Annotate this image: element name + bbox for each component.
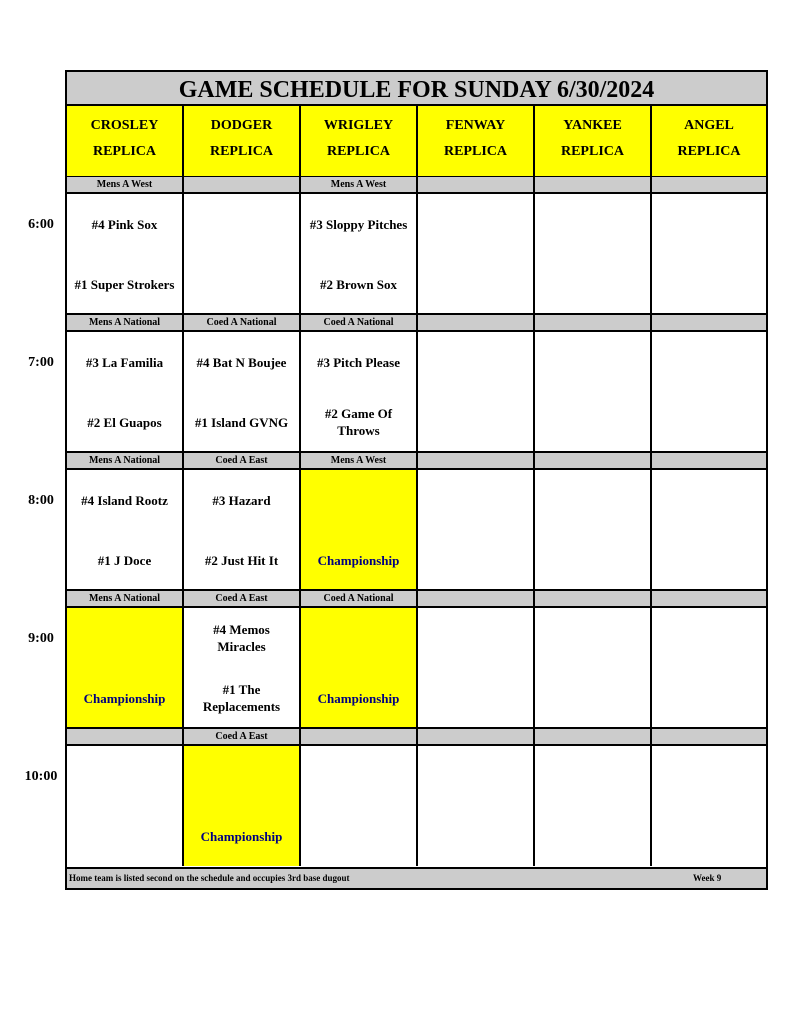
division-label: Mens A National (67, 453, 184, 468)
game-cell (184, 608, 301, 728)
game-cell (418, 470, 535, 590)
away-team: #3 La Familia (85, 355, 164, 370)
away-team: #4 Pink Sox (91, 217, 158, 232)
away-team: #4 Island Rootz (81, 493, 168, 508)
time-label: 8:00 (28, 493, 54, 508)
time-label: 7:00 (28, 355, 54, 370)
field-name: ANGEL (684, 118, 734, 133)
game-cell (418, 194, 535, 314)
field-name: CROSLEY (90, 118, 159, 133)
division-label: Mens A National (67, 315, 184, 330)
away-team: #3 Hazard (212, 493, 271, 508)
away-team: #3 Pitch Please (316, 355, 401, 370)
division-label (67, 729, 184, 744)
away-team: #4 Memos Miracles (213, 622, 270, 654)
division-label (652, 591, 766, 606)
footer-note: Home team is listed second on the schedule and occupies 3rd base dugout (69, 873, 350, 883)
home-team: #1 J Doce (97, 553, 152, 568)
division-label (535, 177, 652, 192)
field-type: REPLICA (209, 144, 273, 159)
schedule-table (65, 70, 768, 890)
game-cell (67, 470, 184, 590)
game-cell (301, 608, 418, 728)
division-label (418, 177, 535, 192)
division-label (301, 729, 418, 744)
field-header-fenway (418, 106, 535, 177)
field-type: REPLICA (677, 144, 741, 159)
game-cell (418, 608, 535, 728)
division-label: Coed A National (301, 315, 418, 330)
game-cell (301, 746, 418, 866)
away-team: #3 Sloppy Pitches (309, 217, 408, 232)
home-team: #2 El Guapos (87, 415, 162, 430)
game-cell (535, 194, 652, 314)
game-cell (418, 746, 535, 866)
game-cell (535, 332, 652, 452)
game-cell (652, 608, 766, 728)
division-label (652, 729, 766, 744)
home-team: #1 The Replacements (202, 682, 281, 714)
game-cell (184, 194, 301, 314)
division-label: Coed A National (184, 315, 301, 330)
home-team: #2 Just Hit It (204, 553, 279, 568)
field-name: DODGER (210, 118, 273, 133)
game-cell (67, 746, 184, 866)
division-label: Mens A National (67, 591, 184, 606)
game-cell (652, 746, 766, 866)
field-type: REPLICA (560, 144, 624, 159)
division-label: Mens A West (67, 177, 184, 192)
home-team: #2 Brown Sox (319, 277, 398, 292)
week-label: Week 9 (693, 873, 722, 883)
championship-label: Championship (83, 691, 166, 706)
game-cell (418, 332, 535, 452)
division-label: Coed A East (184, 453, 301, 468)
game-cell (67, 332, 184, 452)
division-label (535, 315, 652, 330)
field-header-crosley (67, 106, 184, 177)
championship-label: Championship (317, 691, 400, 706)
championship-label: Championship (317, 553, 400, 568)
division-label (418, 729, 535, 744)
game-cell (184, 332, 301, 452)
home-team: #1 Super Strokers (74, 277, 175, 292)
home-team: #2 Game Of Throws (324, 406, 393, 438)
field-name: FENWAY (445, 118, 506, 133)
division-label (535, 453, 652, 468)
field-header-angel (652, 106, 766, 177)
game-cell (67, 608, 184, 728)
game-cell (652, 194, 766, 314)
time-label: 10:00 (24, 769, 58, 784)
field-header-yankee (535, 106, 652, 177)
game-cell (184, 746, 301, 866)
division-label (535, 729, 652, 744)
game-cell (301, 194, 418, 314)
game-cell (535, 746, 652, 866)
game-cell (535, 608, 652, 728)
championship-label: Championship (200, 829, 283, 844)
division-label: Coed A East (184, 591, 301, 606)
field-type: REPLICA (92, 144, 156, 159)
game-cell (652, 332, 766, 452)
game-cell (301, 470, 418, 590)
home-team: #1 Island GVNG (194, 415, 289, 430)
schedule-footer (67, 867, 766, 888)
division-label (652, 315, 766, 330)
division-label (652, 453, 766, 468)
division-label: Coed A East (184, 729, 301, 744)
division-label: Coed A National (301, 591, 418, 606)
schedule-title: GAME SCHEDULE FOR SUNDAY 6/30/2024 (67, 72, 766, 106)
time-label: 6:00 (28, 217, 54, 232)
field-name: WRIGLEY (323, 118, 394, 133)
field-type: REPLICA (443, 144, 507, 159)
field-header-wrigley (301, 106, 418, 177)
division-label (418, 453, 535, 468)
time-label: 9:00 (28, 631, 54, 646)
game-cell (184, 470, 301, 590)
away-team: #4 Bat N Boujee (196, 355, 287, 370)
field-header-dodger (184, 106, 301, 177)
division-label (652, 177, 766, 192)
division-label: Mens A West (301, 453, 418, 468)
division-label (184, 177, 301, 192)
game-cell (652, 470, 766, 590)
game-cell (535, 470, 652, 590)
division-label (535, 591, 652, 606)
field-type: REPLICA (326, 144, 390, 159)
game-cell (301, 332, 418, 452)
division-label (418, 315, 535, 330)
division-label (418, 591, 535, 606)
division-label: Mens A West (301, 177, 418, 192)
field-name: YANKEE (563, 118, 622, 133)
game-cell (67, 194, 184, 314)
